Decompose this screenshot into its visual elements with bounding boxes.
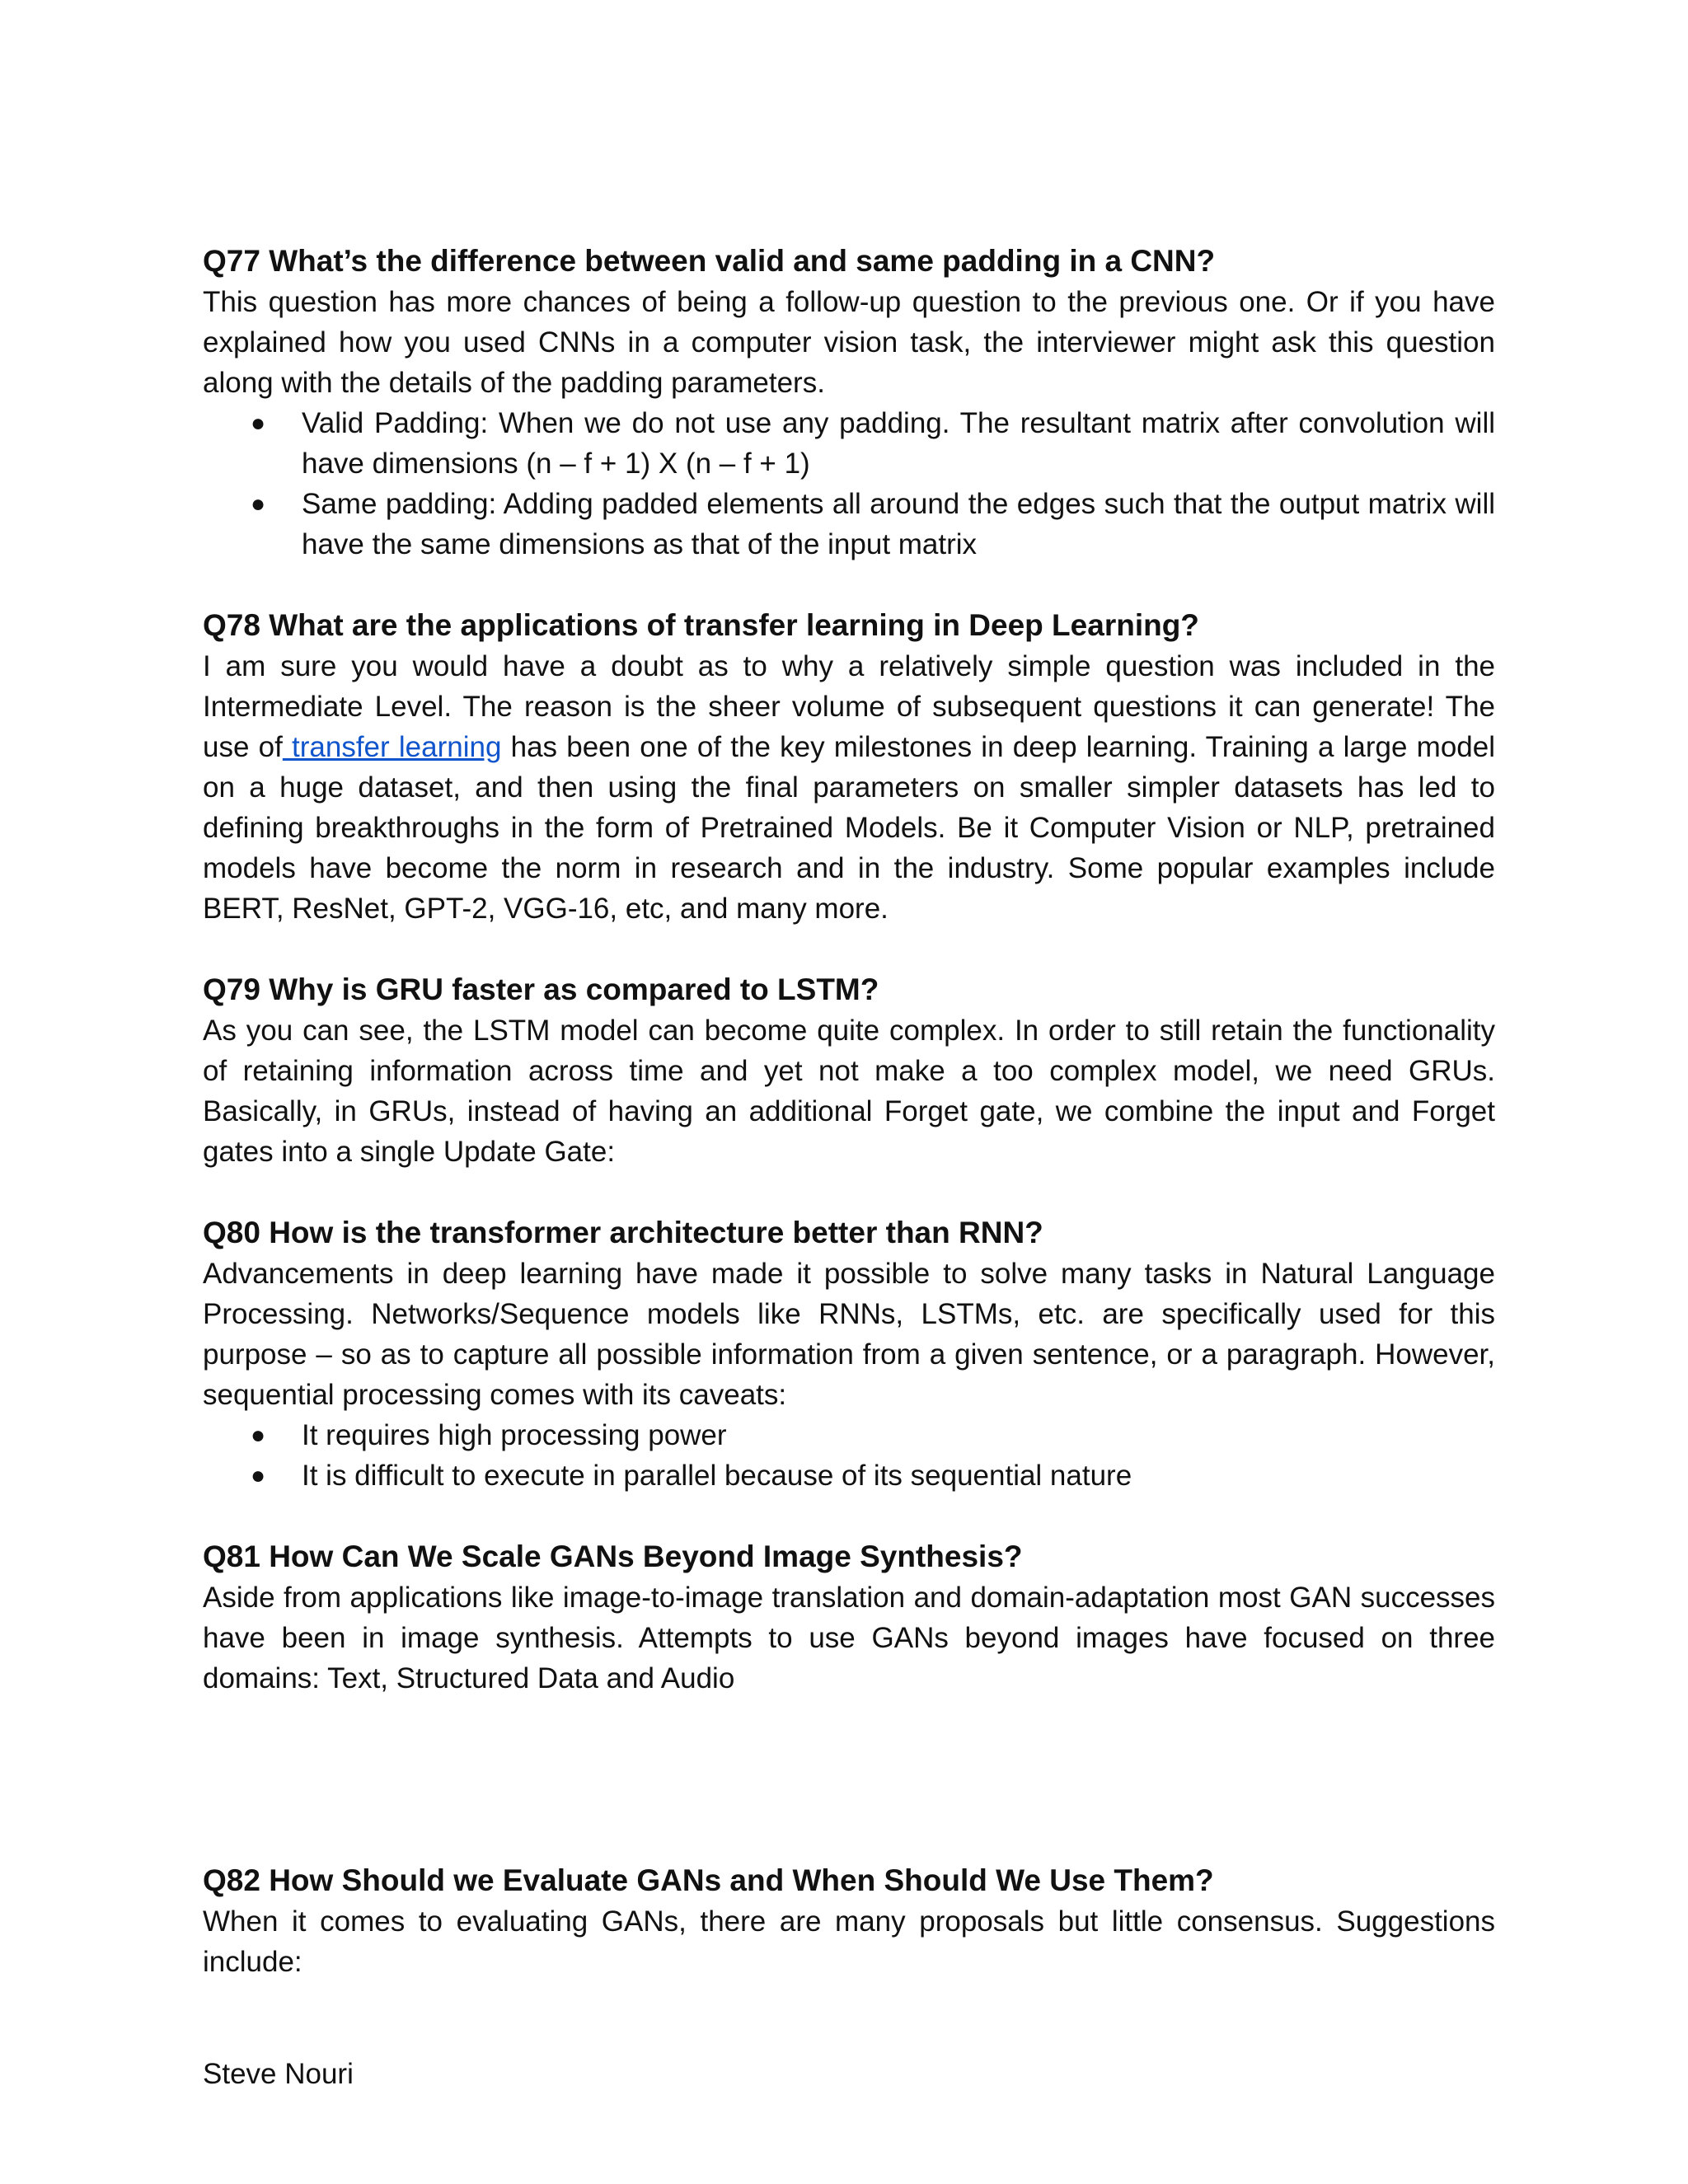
- paragraph-q78-part2: has been one of the key milestones in deep learning. Training a large model on a huge dataset, and then using the final parameters on smaller simpler datasets has led to defining breakthroughs in the form of Pretrained Models. Be it Computer Vision or NLP, pretrained models have become the norm in research and in the industry. Some popular examples include BERT, ResNet, GPT-2, VGG-16, etc, and many more.: [203, 731, 1495, 925]
- page-content: [203, 241, 1495, 1982]
- list-item-text: It is difficult to execute in parallel because of its sequential nature: [302, 1460, 1132, 1492]
- section-q78: [203, 605, 1495, 929]
- list-item: [203, 1455, 1495, 1496]
- heading-q81: Q81 How Can We Scale GANs Beyond Image Synthesis?: [203, 1540, 1023, 1573]
- heading-q77: Q77 What’s the difference between valid and same padding in a CNN?: [203, 244, 1216, 278]
- list-item-text: Valid Padding: When we do not use any padding. The resultant matrix after convolution will have dimensions (n – f + 1) X (n – f + 1): [302, 407, 1495, 480]
- heading-q79: Q79 Why is GRU faster as compared to LSTM?: [203, 972, 879, 1006]
- section-q77: [203, 241, 1495, 565]
- list-item-text: It requires high processing power: [302, 1419, 727, 1451]
- section-q82: [203, 1860, 1495, 1982]
- spacer: [203, 565, 1495, 605]
- paragraph-q80: Advancements in deep learning have made it possible to solve many tasks in Natural Language Processing. Networks/Sequence models like RNNs, LSTMs, etc. are specifically used for this purpose – so as to capture all possible information from a given sentence, or a paragraph. However, sequential processing comes with its caveats:: [203, 1258, 1495, 1411]
- bullet-icon: ●: [251, 490, 266, 518]
- transfer-learning-link[interactable]: transfer learning: [282, 731, 502, 763]
- heading-q82: Q82 How Should we Evaluate GANs and When Should We Use Them?: [203, 1863, 1214, 1897]
- paragraph-q78: [203, 646, 1495, 929]
- bullet-icon: ●: [251, 1462, 266, 1489]
- list-item: [203, 1415, 1495, 1455]
- heading-q80: Q80 How is the transformer architecture better than RNN?: [203, 1216, 1043, 1249]
- section-q80: [203, 1212, 1495, 1496]
- paragraph-q79: As you can see, the LSTM model can become quite complex. In order to still retain the functionality of retaining information across time and yet not make a too complex model, we need GRUs. Basically, in GRUs, instead of having an additional Forget gate, we combine the input and Forget gates into a single Update Gate:: [203, 1015, 1495, 1168]
- paragraph-q81: Aside from applications like image-to-image translation and domain-adaptation most GAN successes have been in image synthesis. Attempts to use GANs beyond images have focused on three domains: Text, Structured Data and Audio: [203, 1582, 1495, 1694]
- spacer: [203, 1172, 1495, 1212]
- section-q81: [203, 1536, 1495, 1699]
- list-item-text: Same padding: Adding padded elements all around the edges such that the output matrix will have the same dimensions as that of the input matrix: [302, 488, 1495, 560]
- paragraph-q77: This question has more chances of being a follow-up question to the previous one. Or if you have explained how you used CNNs in a computer vision task, the interviewer might ask this question along with the details of the padding parameters.: [203, 286, 1495, 399]
- heading-q78: Q78 What are the applications of transfer learning in Deep Learning?: [203, 608, 1199, 642]
- list-item: [203, 403, 1495, 484]
- paragraph-q82: When it comes to evaluating GANs, there are many proposals but little consensus. Suggestions include:: [203, 1905, 1495, 1978]
- footer-author: Steve Nouri: [203, 2058, 354, 2090]
- bullet-icon: ●: [251, 410, 266, 437]
- spacer: [203, 1699, 1495, 1860]
- bullet-list-q77: [203, 403, 1495, 565]
- bullet-list-q80: [203, 1415, 1495, 1496]
- section-q79: [203, 969, 1495, 1172]
- spacer: [203, 929, 1495, 969]
- bullet-icon: ●: [251, 1422, 266, 1449]
- spacer: [203, 1496, 1495, 1536]
- list-item: [203, 484, 1495, 565]
- paragraph-q78-part1: I am sure you would have a doubt as to why a relatively simple question was included in the Intermediate Level. The reason is the sheer volume of subsequent questions it can generate! The use of: [203, 650, 1495, 763]
